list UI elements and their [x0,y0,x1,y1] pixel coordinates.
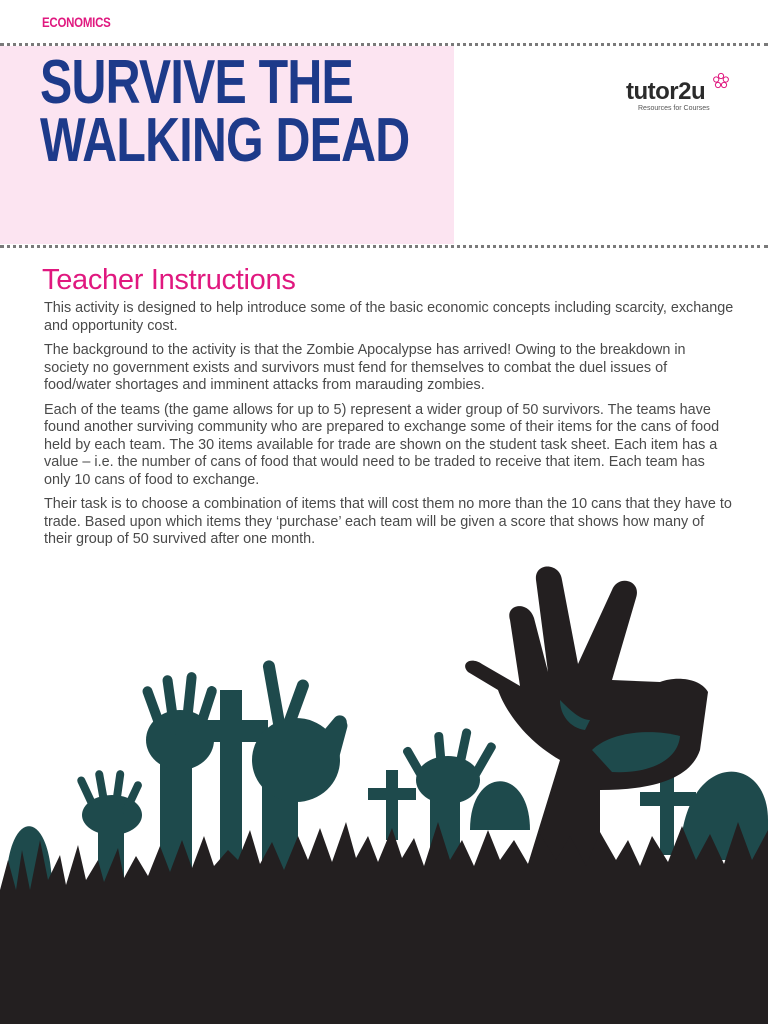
instructions-body [44,300,734,556]
category-label: ECONOMICS [42,14,111,30]
flower-icon [712,72,730,90]
paragraph: This activity is designed to help introduce some of the basic economic concepts including scarcity, exchange and opportunity cost. [44,300,734,334]
title-line-1: SURVIVE THE [40,48,354,117]
page-title [40,48,410,175]
paragraph: The background to the activity is that the Zombie Apocalypse has arrived! Owing to the breakdown in society no government exists and survivors must fend for themselves to combat the duel issues of food/water shortages and imminent attacks from marauding zombies. [44,342,686,393]
title-line-2: WALKING DEAD [40,106,410,175]
tutor2u-logo [626,72,736,116]
logo-wordmark: tutor2u [626,78,706,105]
paragraph: Each of the teams (the game allows for up to 5) represent a wider group of 50 survivors. The teams have found another surviving community who are prepared to exchange some of their items for the cans of food held by each team. The 30 items available for trade are shown on the student task sheet. Each item has a value – i.e. the number of cans of food that would need to be traded to receive that item. Each team has only 10 cans of food to exchange. [44,401,720,488]
paragraph: Their task is to choose a combination of items that will cost them no more than the 10 cans that they have to trade. Based upon which items they ‘purchase’ each team will be given a score that shows how many of their group of 50 survived after one month. [44,496,732,547]
logo-tagline: Resources for Courses [638,105,710,112]
zombie-hands-graveyard-illustration [0,560,768,1024]
section-heading: Teacher Instructions [42,264,296,296]
bottom-dotted-divider [0,245,768,248]
